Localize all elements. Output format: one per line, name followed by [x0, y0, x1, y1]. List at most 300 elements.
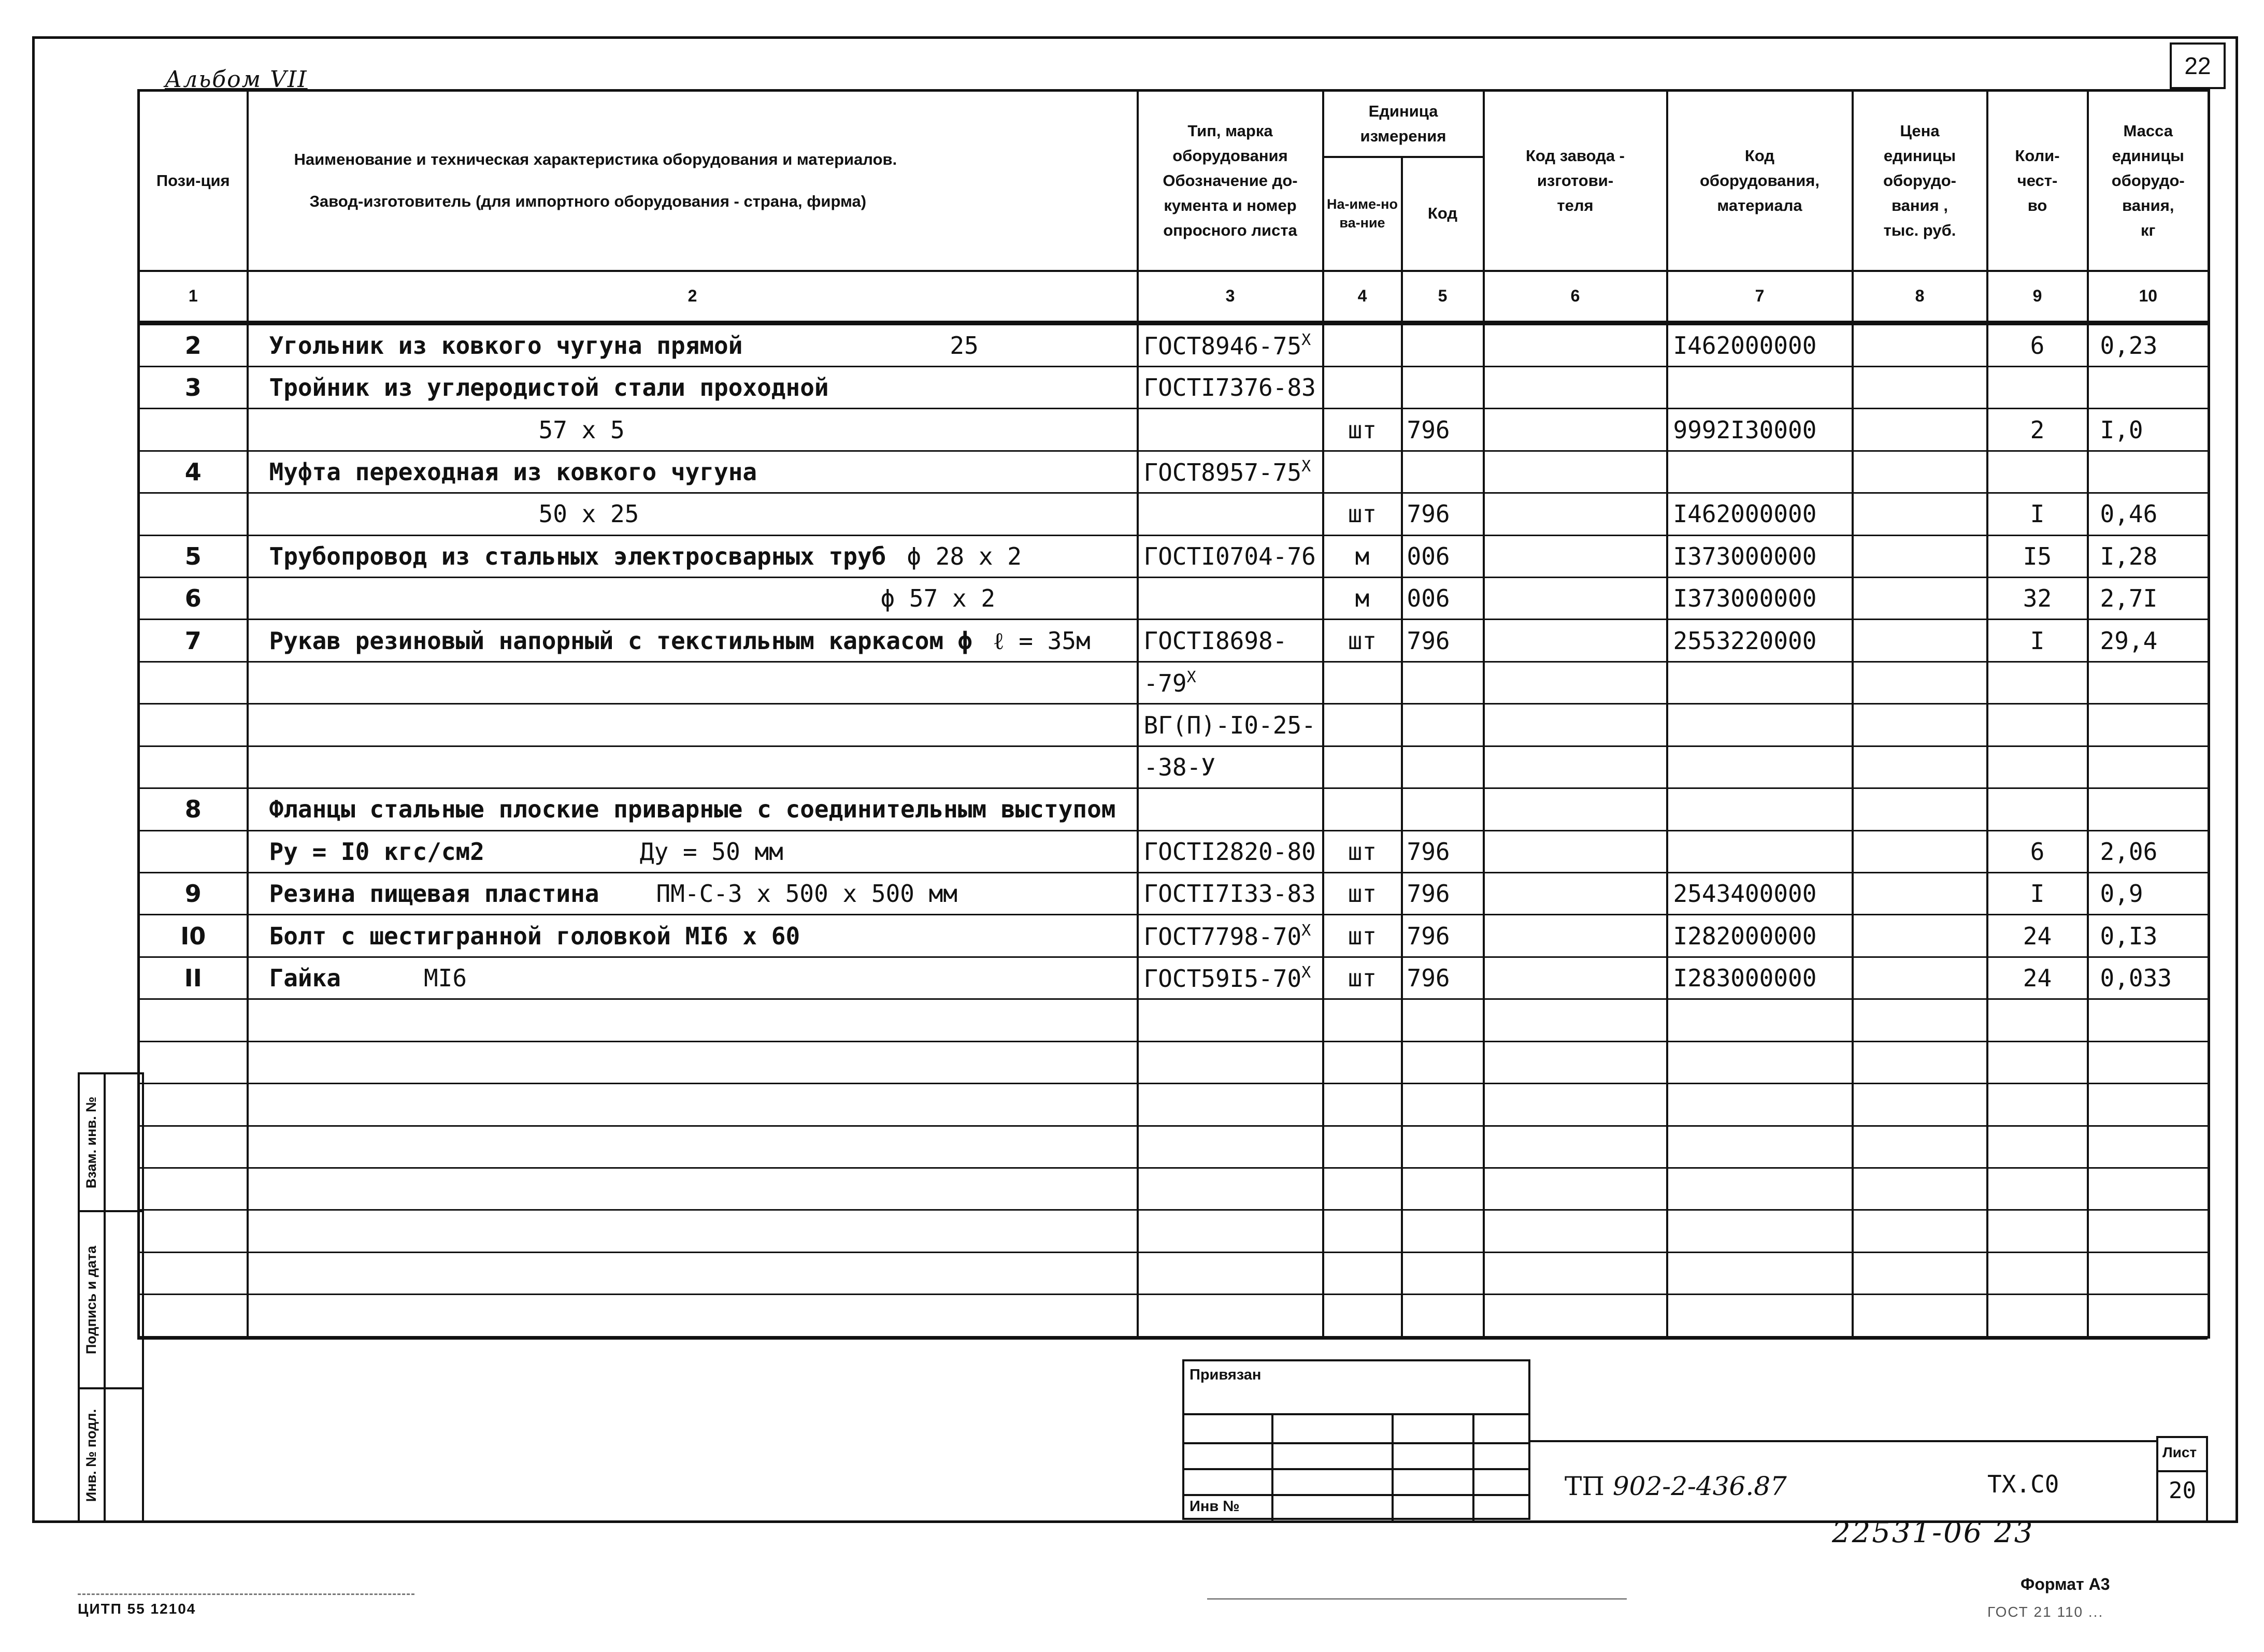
cell-empty [1853, 1168, 1987, 1210]
cell-code [1667, 662, 1853, 703]
header-equip-code [1667, 91, 1853, 271]
cell-unit [1323, 704, 1402, 746]
cell-qty: I [1987, 873, 2088, 915]
cell-empty [1484, 1084, 1667, 1126]
cell-pos: 8 [139, 788, 248, 830]
cell-unit: м [1323, 535, 1402, 577]
cell-unit: шт [1323, 409, 1402, 451]
header-type-l1: Тип, марка [1187, 121, 1273, 140]
header-mass-l1: Масса [2123, 121, 2173, 140]
strip-inv [78, 1387, 144, 1523]
cell-pos: 6 [139, 578, 248, 620]
footer-gost: ГОСТ 21 110 ... [1987, 1604, 2104, 1620]
table-row [139, 620, 2209, 662]
cell-qty [1987, 662, 2088, 703]
cell-name [248, 830, 1138, 872]
cell-empty [1853, 323, 1987, 366]
header-qty [1987, 91, 2088, 271]
header-mass [2088, 91, 2209, 271]
cell-empty [1138, 1210, 1323, 1252]
strip-vzam-label: Взам. инв. № [83, 1096, 99, 1188]
item-name: Ру = I0 кгс/см2 [269, 837, 484, 866]
cell-empty [1667, 1041, 1853, 1083]
table-row [139, 873, 2209, 915]
cell-qty: I [1987, 620, 2088, 662]
item-spec: ℓ = 35м [993, 626, 1091, 655]
cell-empty [1484, 662, 1667, 703]
cell-name [248, 704, 1138, 746]
item-name: Болт с шестигранной головкой МI6 x 60 [269, 922, 800, 950]
cell-empty [1323, 1295, 1402, 1338]
header-price-l3: оборудо- [1883, 171, 1956, 190]
cell-empty [1853, 999, 1987, 1041]
cell-empty [1402, 1295, 1484, 1338]
cell-empty [1987, 1252, 2088, 1294]
cell-doc [1138, 535, 1323, 577]
cell-qty [1987, 704, 2088, 746]
cell-code: I282000000 [1667, 915, 1853, 957]
doc-superscript: Х [1301, 964, 1311, 982]
cell-empty [1987, 1126, 2088, 1168]
cell-empty [1853, 451, 1987, 493]
cell-pos: I0 [139, 915, 248, 957]
doc-superscript: Х [1301, 921, 1311, 940]
cell-ucode: 796 [1402, 873, 1484, 915]
cell-empty [1402, 1041, 1484, 1083]
cell-empty [1138, 1041, 1323, 1083]
cell-doc [1138, 578, 1323, 620]
cell-empty [1987, 1295, 2088, 1338]
table-row [139, 662, 2209, 703]
cell-empty [248, 1084, 1138, 1126]
cell-empty [1323, 1210, 1402, 1252]
table-row-empty [139, 1084, 2209, 1126]
cell-code [1667, 746, 1853, 788]
cell-code: I373000000 [1667, 578, 1853, 620]
cell-ucode: 796 [1402, 830, 1484, 872]
cell-ucode [1402, 704, 1484, 746]
doc-designation: ГОСТ8946-75 [1143, 332, 1302, 360]
cell-mass [2088, 451, 2209, 493]
item-spec: ϕ 57 x 2 [880, 584, 996, 613]
cell-ucode: 796 [1402, 957, 1484, 999]
cell-empty [1853, 1084, 1987, 1126]
cell-empty [1484, 1252, 1667, 1294]
cell-empty [1484, 746, 1667, 788]
item-name: Фланцы стальные плоские приварные с соединительным выступом [269, 795, 1116, 824]
cell-empty [2088, 1168, 2209, 1210]
colnum-5: 5 [1402, 271, 1484, 323]
cell-mass: I,0 [2088, 409, 2209, 451]
item-spec: 25 [950, 331, 979, 360]
doc-designation: -38-У [1143, 753, 1215, 781]
cell-empty [2088, 1126, 2209, 1168]
doc-designation: ГОСТI8698- [1143, 626, 1287, 655]
cell-unit [1323, 746, 1402, 788]
cell-unit: шт [1323, 957, 1402, 999]
cell-empty [1323, 1084, 1402, 1126]
cell-code [1667, 788, 1853, 830]
cell-code: 2553220000 [1667, 620, 1853, 662]
cell-code: I373000000 [1667, 535, 1853, 577]
header-price-l4: вания , [1892, 196, 1948, 214]
cell-empty [1853, 493, 1987, 535]
cell-pos: II [139, 957, 248, 999]
cell-empty [1323, 1252, 1402, 1294]
cell-doc [1138, 662, 1323, 703]
header-qty-l1: Коли- [2015, 146, 2060, 165]
header-price-l1: Цена [1900, 121, 1940, 140]
colnum-9: 9 [1987, 271, 2088, 323]
cell-empty [1138, 999, 1323, 1041]
cell-name [248, 915, 1138, 957]
item-name: Рукав резиновый напорный с текстильным каркасом ϕ [269, 626, 972, 655]
cell-empty [1853, 1126, 1987, 1168]
sheet-number: 20 [2169, 1477, 2196, 1504]
cell-code: I462000000 [1667, 493, 1853, 535]
header-pos: Пози-ция [139, 91, 248, 271]
cell-empty [1484, 409, 1667, 451]
cell-qty [1987, 746, 2088, 788]
doc-number: 902-2-436.87 [1612, 1471, 1787, 1501]
cell-pos [139, 830, 248, 872]
cell-code: 9992I30000 [1667, 409, 1853, 451]
doc-code [1565, 1471, 1787, 1501]
colnum-10: 10 [2088, 271, 2209, 323]
cell-empty [1484, 830, 1667, 872]
cell-empty [248, 1041, 1138, 1083]
cell-empty [248, 1168, 1138, 1210]
cell-empty [1667, 1168, 1853, 1210]
cell-empty [1853, 873, 1987, 915]
cell-empty [1667, 1210, 1853, 1252]
cell-empty [1853, 1295, 1987, 1338]
cell-name [248, 746, 1138, 788]
cell-name [248, 535, 1138, 577]
cell-empty [1987, 1041, 2088, 1083]
table-row [139, 535, 2209, 577]
cell-name [248, 323, 1138, 366]
cell-ucode [1402, 662, 1484, 703]
doc-prefix: ТП [1565, 1471, 1604, 1501]
cell-empty [1484, 535, 1667, 577]
cell-pos [139, 746, 248, 788]
table-row [139, 366, 2209, 408]
strip-vzam [78, 1072, 144, 1212]
cell-qty [1987, 451, 2088, 493]
cell-pos [139, 409, 248, 451]
colnum-7: 7 [1667, 271, 1853, 323]
cell-empty [1138, 1084, 1323, 1126]
header-name-line1: Наименование и техническая характеристика оборудования и материалов. [294, 150, 897, 169]
cell-ucode: 006 [1402, 535, 1484, 577]
cell-empty [139, 999, 248, 1041]
stamp-inv: Инв № [1190, 1498, 1240, 1515]
header-unit-group: Единица измерения [1323, 91, 1484, 157]
cell-empty [1402, 1252, 1484, 1294]
cell-empty [139, 1168, 248, 1210]
cell-empty [139, 1084, 248, 1126]
item-name: Гайка [269, 964, 341, 993]
header-factory-l3: теля [1557, 196, 1594, 214]
strip-podpis [78, 1210, 144, 1389]
cell-empty [248, 1252, 1138, 1294]
item-spec: 57 x 5 [538, 415, 625, 444]
cell-empty [1667, 1252, 1853, 1294]
cell-doc [1138, 451, 1323, 493]
table-row [139, 915, 2209, 957]
cell-ucode [1402, 323, 1484, 366]
doc-designation: ГОСТ8957-75 [1143, 458, 1302, 486]
table-row [139, 323, 2209, 366]
cell-ucode: 796 [1402, 915, 1484, 957]
cell-empty [1138, 1168, 1323, 1210]
colnum-1: 1 [139, 271, 248, 323]
cell-empty [1987, 1168, 2088, 1210]
cell-doc [1138, 366, 1323, 408]
cell-empty [248, 1210, 1138, 1252]
cell-empty [1323, 1126, 1402, 1168]
header-equip-l2: оборудования, [1699, 171, 1819, 190]
cell-mass [2088, 788, 2209, 830]
cell-pos [139, 493, 248, 535]
cell-empty [1853, 662, 1987, 703]
cell-doc [1138, 746, 1323, 788]
cell-empty [1484, 1041, 1667, 1083]
doc-superscript: Х [1301, 457, 1311, 476]
cell-empty [1484, 493, 1667, 535]
item-name: Муфта переходная из ковкого чугуна [269, 457, 757, 486]
cell-empty [1484, 366, 1667, 408]
header-name [248, 91, 1138, 271]
cell-doc [1138, 620, 1323, 662]
cell-ucode [1402, 451, 1484, 493]
cell-empty [1667, 1084, 1853, 1126]
cell-unit: шт [1323, 873, 1402, 915]
cell-empty [1402, 999, 1484, 1041]
cell-name [248, 620, 1138, 662]
table-row [139, 451, 2209, 493]
cell-mass: 0,I3 [2088, 915, 2209, 957]
cell-empty [1484, 323, 1667, 366]
cell-empty [1484, 620, 1667, 662]
cell-empty [1323, 1168, 1402, 1210]
cell-name [248, 578, 1138, 620]
cell-empty [1853, 788, 1987, 830]
header-unit-code: Код [1402, 157, 1484, 271]
cell-empty [139, 1295, 248, 1338]
cell-empty [1323, 999, 1402, 1041]
cell-qty: 32 [1987, 578, 2088, 620]
cell-empty [1987, 999, 2088, 1041]
cell-qty: 2 [1987, 409, 2088, 451]
cell-empty [1138, 1126, 1323, 1168]
cell-ucode: 006 [1402, 578, 1484, 620]
table-row [139, 788, 2209, 830]
header-factory-l1: Код завода - [1525, 146, 1625, 165]
doc-superscript: Х [1301, 331, 1311, 349]
cell-doc [1138, 704, 1323, 746]
cell-empty [2088, 1041, 2209, 1083]
cell-empty [1853, 1041, 1987, 1083]
album-label: Альбом VII [165, 66, 308, 93]
cell-doc [1138, 493, 1323, 535]
cell-empty [1853, 915, 1987, 957]
table-row [139, 957, 2209, 999]
cell-qty: 24 [1987, 915, 2088, 957]
table-row [139, 409, 2209, 451]
doc-designation: ГОСТ59I5-70 [1143, 965, 1302, 993]
cell-empty [1853, 1252, 1987, 1294]
cell-mass: I,28 [2088, 535, 2209, 577]
cell-pos [139, 704, 248, 746]
cell-mass [2088, 662, 2209, 703]
cell-ucode [1402, 366, 1484, 408]
header-qty-l3: во [2027, 196, 2047, 214]
doc-designation: ГОСТI2820-80 [1143, 837, 1316, 866]
cell-unit [1323, 451, 1402, 493]
cell-qty: 6 [1987, 830, 2088, 872]
cell-ucode: 796 [1402, 620, 1484, 662]
cell-empty [1138, 1252, 1323, 1294]
doc-superscript: Х [1186, 668, 1196, 687]
stamp-title: Привязан [1190, 1367, 1262, 1383]
header-equip-l3: материала [1717, 196, 1802, 214]
cell-pos: 4 [139, 451, 248, 493]
sheet-box [2156, 1436, 2208, 1523]
cell-unit [1323, 323, 1402, 366]
cell-unit [1323, 662, 1402, 703]
cell-empty [1987, 1084, 2088, 1126]
cell-empty [1853, 366, 1987, 408]
table-row-empty [139, 1210, 2209, 1252]
cell-empty [139, 1252, 248, 1294]
cell-unit: шт [1323, 493, 1402, 535]
cell-empty [1853, 409, 1987, 451]
cell-empty [248, 999, 1138, 1041]
cell-empty [1323, 1041, 1402, 1083]
cell-ucode [1402, 788, 1484, 830]
format-label: Формат А3 [2021, 1575, 2110, 1593]
cell-ucode: 796 [1402, 493, 1484, 535]
cell-mass [2088, 704, 2209, 746]
cell-empty [1853, 1210, 1987, 1252]
cell-code: 2543400000 [1667, 873, 1853, 915]
header-type [1138, 91, 1323, 271]
cell-empty [1402, 1168, 1484, 1210]
cell-name [248, 873, 1138, 915]
cell-code [1667, 451, 1853, 493]
header-type-l2: оборудования [1172, 146, 1288, 165]
colnum-6: 6 [1484, 271, 1667, 323]
page-number: 22 [2170, 42, 2226, 89]
item-name: Тройник из углеродистой стали проходной [269, 374, 829, 402]
cell-mass: 2,7I [2088, 578, 2209, 620]
table-row-empty [139, 1126, 2209, 1168]
cell-ucode [1402, 746, 1484, 788]
cell-mass: 29,4 [2088, 620, 2209, 662]
cell-pos: 3 [139, 366, 248, 408]
header-type-l3: Обозначение до- [1163, 171, 1298, 190]
item-spec: Ду = 50 мм [639, 837, 783, 866]
cell-empty [1402, 1084, 1484, 1126]
header-price-l5: тыс. руб. [1883, 221, 1956, 239]
cell-name [248, 409, 1138, 451]
cell-doc [1138, 788, 1323, 830]
cell-qty: 6 [1987, 323, 2088, 366]
cell-doc [1138, 957, 1323, 999]
cell-unit [1323, 366, 1402, 408]
cell-unit: шт [1323, 915, 1402, 957]
cell-empty [1402, 1210, 1484, 1252]
cell-name [248, 493, 1138, 535]
item-name: Резина пищевая пластина [269, 880, 599, 908]
table-row [139, 704, 2209, 746]
header-price [1853, 91, 1987, 271]
sheet-label: Лист [2162, 1444, 2197, 1460]
cell-mass: 0,46 [2088, 493, 2209, 535]
cell-empty [1484, 999, 1667, 1041]
cell-empty [2088, 999, 2209, 1041]
cell-empty [1402, 1126, 1484, 1168]
colnum-3: 3 [1138, 271, 1323, 323]
cell-empty [1484, 704, 1667, 746]
cell-empty [248, 1126, 1138, 1168]
table-row [139, 493, 2209, 535]
cell-empty [1667, 999, 1853, 1041]
cell-name [248, 662, 1138, 703]
item-spec: ПМ-С-3 x 500 x 500 мм [656, 880, 958, 908]
cell-empty [2088, 1252, 2209, 1294]
cell-pos [139, 662, 248, 703]
strip-inv-label: Инв. № подл. [83, 1409, 99, 1502]
section-code: ТХ.С0 [1987, 1470, 2059, 1498]
item-spec: 50 x 25 [538, 500, 639, 528]
cell-mass: 0,9 [2088, 873, 2209, 915]
cell-empty [1853, 746, 1987, 788]
cell-empty [139, 1041, 248, 1083]
cell-doc [1138, 409, 1323, 451]
cell-ucode: 796 [1402, 409, 1484, 451]
cell-doc [1138, 915, 1323, 957]
doc-designation: ВГ(П)-I0-25- [1143, 711, 1316, 739]
footer-left: ЦИТП 55 12104 [78, 1601, 196, 1617]
doc-designation: ГОСТ7798-70 [1143, 922, 1302, 951]
colnum-8: 8 [1853, 271, 1987, 323]
cell-unit: м [1323, 578, 1402, 620]
header-type-l5: опросного листа [1163, 221, 1297, 239]
cell-empty [1484, 451, 1667, 493]
cell-doc [1138, 323, 1323, 366]
cell-unit: шт [1323, 620, 1402, 662]
cell-unit [1323, 788, 1402, 830]
cell-empty [2088, 1295, 2209, 1338]
table-row-empty [139, 1041, 2209, 1083]
binding-stamp [1182, 1359, 1530, 1520]
doc-designation: ГОСТI0704-76 [1143, 542, 1316, 570]
cell-mass: 0,23 [2088, 323, 2209, 366]
doc-designation: -79 [1143, 669, 1187, 698]
cell-mass [2088, 366, 2209, 408]
cell-pos: 7 [139, 620, 248, 662]
doc-designation: ГОСТI7I33-83 [1143, 880, 1316, 908]
table-row-empty [139, 1295, 2209, 1338]
cell-code [1667, 366, 1853, 408]
cell-qty [1987, 788, 2088, 830]
cell-empty [1484, 1126, 1667, 1168]
colnum-4: 4 [1323, 271, 1402, 323]
cell-doc [1138, 873, 1323, 915]
